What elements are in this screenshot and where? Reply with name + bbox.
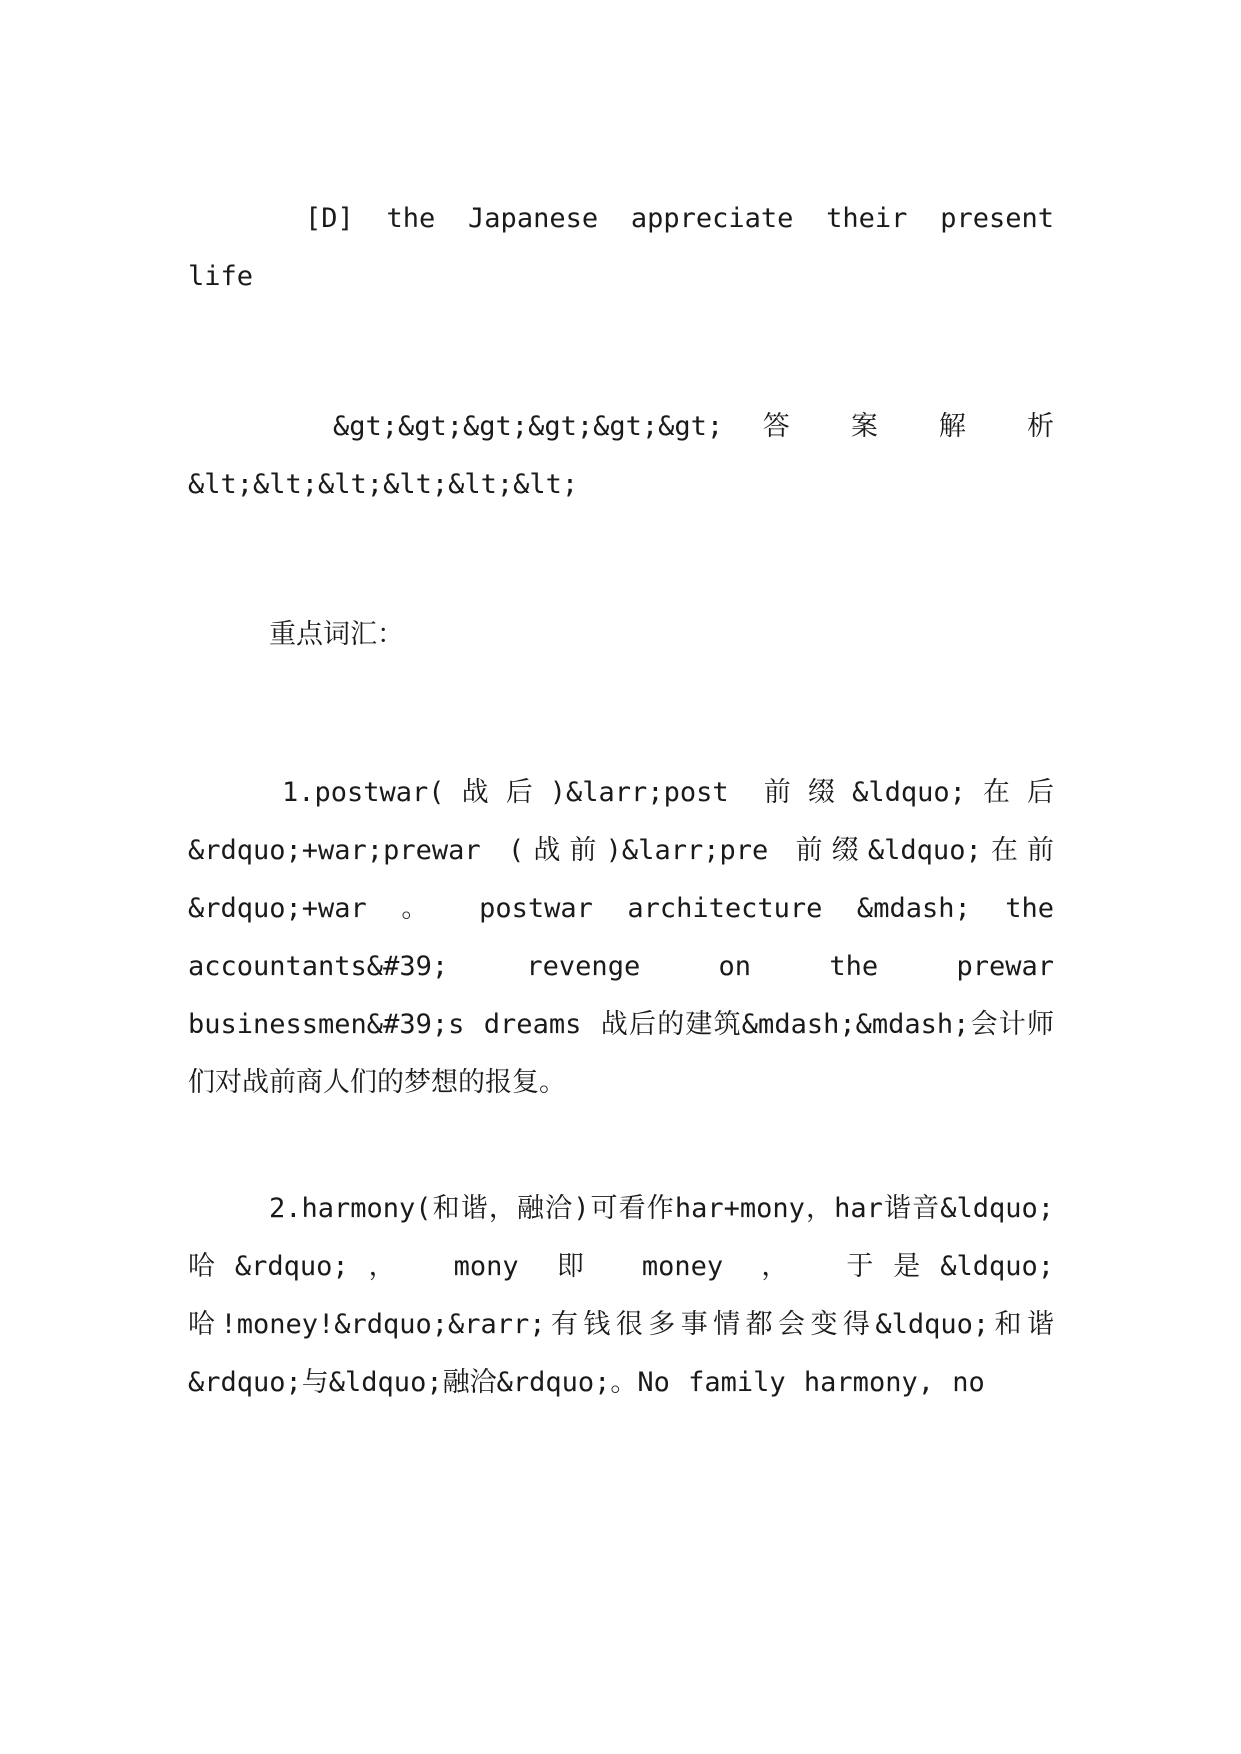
answer-heading: &gt;&gt;&gt;&gt;&gt;&gt; 答 案 解 析 &lt;&lt;&lt;&lt;&lt;&lt; [188, 411, 1054, 500]
vocab-title: 重点词汇： [269, 619, 404, 650]
vocab-item-2: 2.harmony(和谐，融洽)可看作har+mony，har谐音&ldquo;哈&rdquo;， mony 即 money ， 于是&ldquo;哈!money!&rdquo;&rarr;有钱很多事情都会变得&ldquo;和谐&rdquo;与&ldquo;融洽&rdquo;。No family harmony, no [188, 1193, 1054, 1398]
option-d-text: [D] the Japanese appreciate their present life [188, 203, 1054, 292]
vocab-item-1: 1.postwar(战后)&larr;post 前缀&ldquo;在后&rdquo;+war;prewar (战前)&larr;pre 前缀&ldquo;在前&rdquo;+war 。 postwar architecture &mdash; the accountants&#39; revenge on the prewar businessmen&#39;s dreams 战后的建筑&mdash;&mdash;会计师们对战前商人们的梦想的报复。 [188, 777, 1054, 1098]
